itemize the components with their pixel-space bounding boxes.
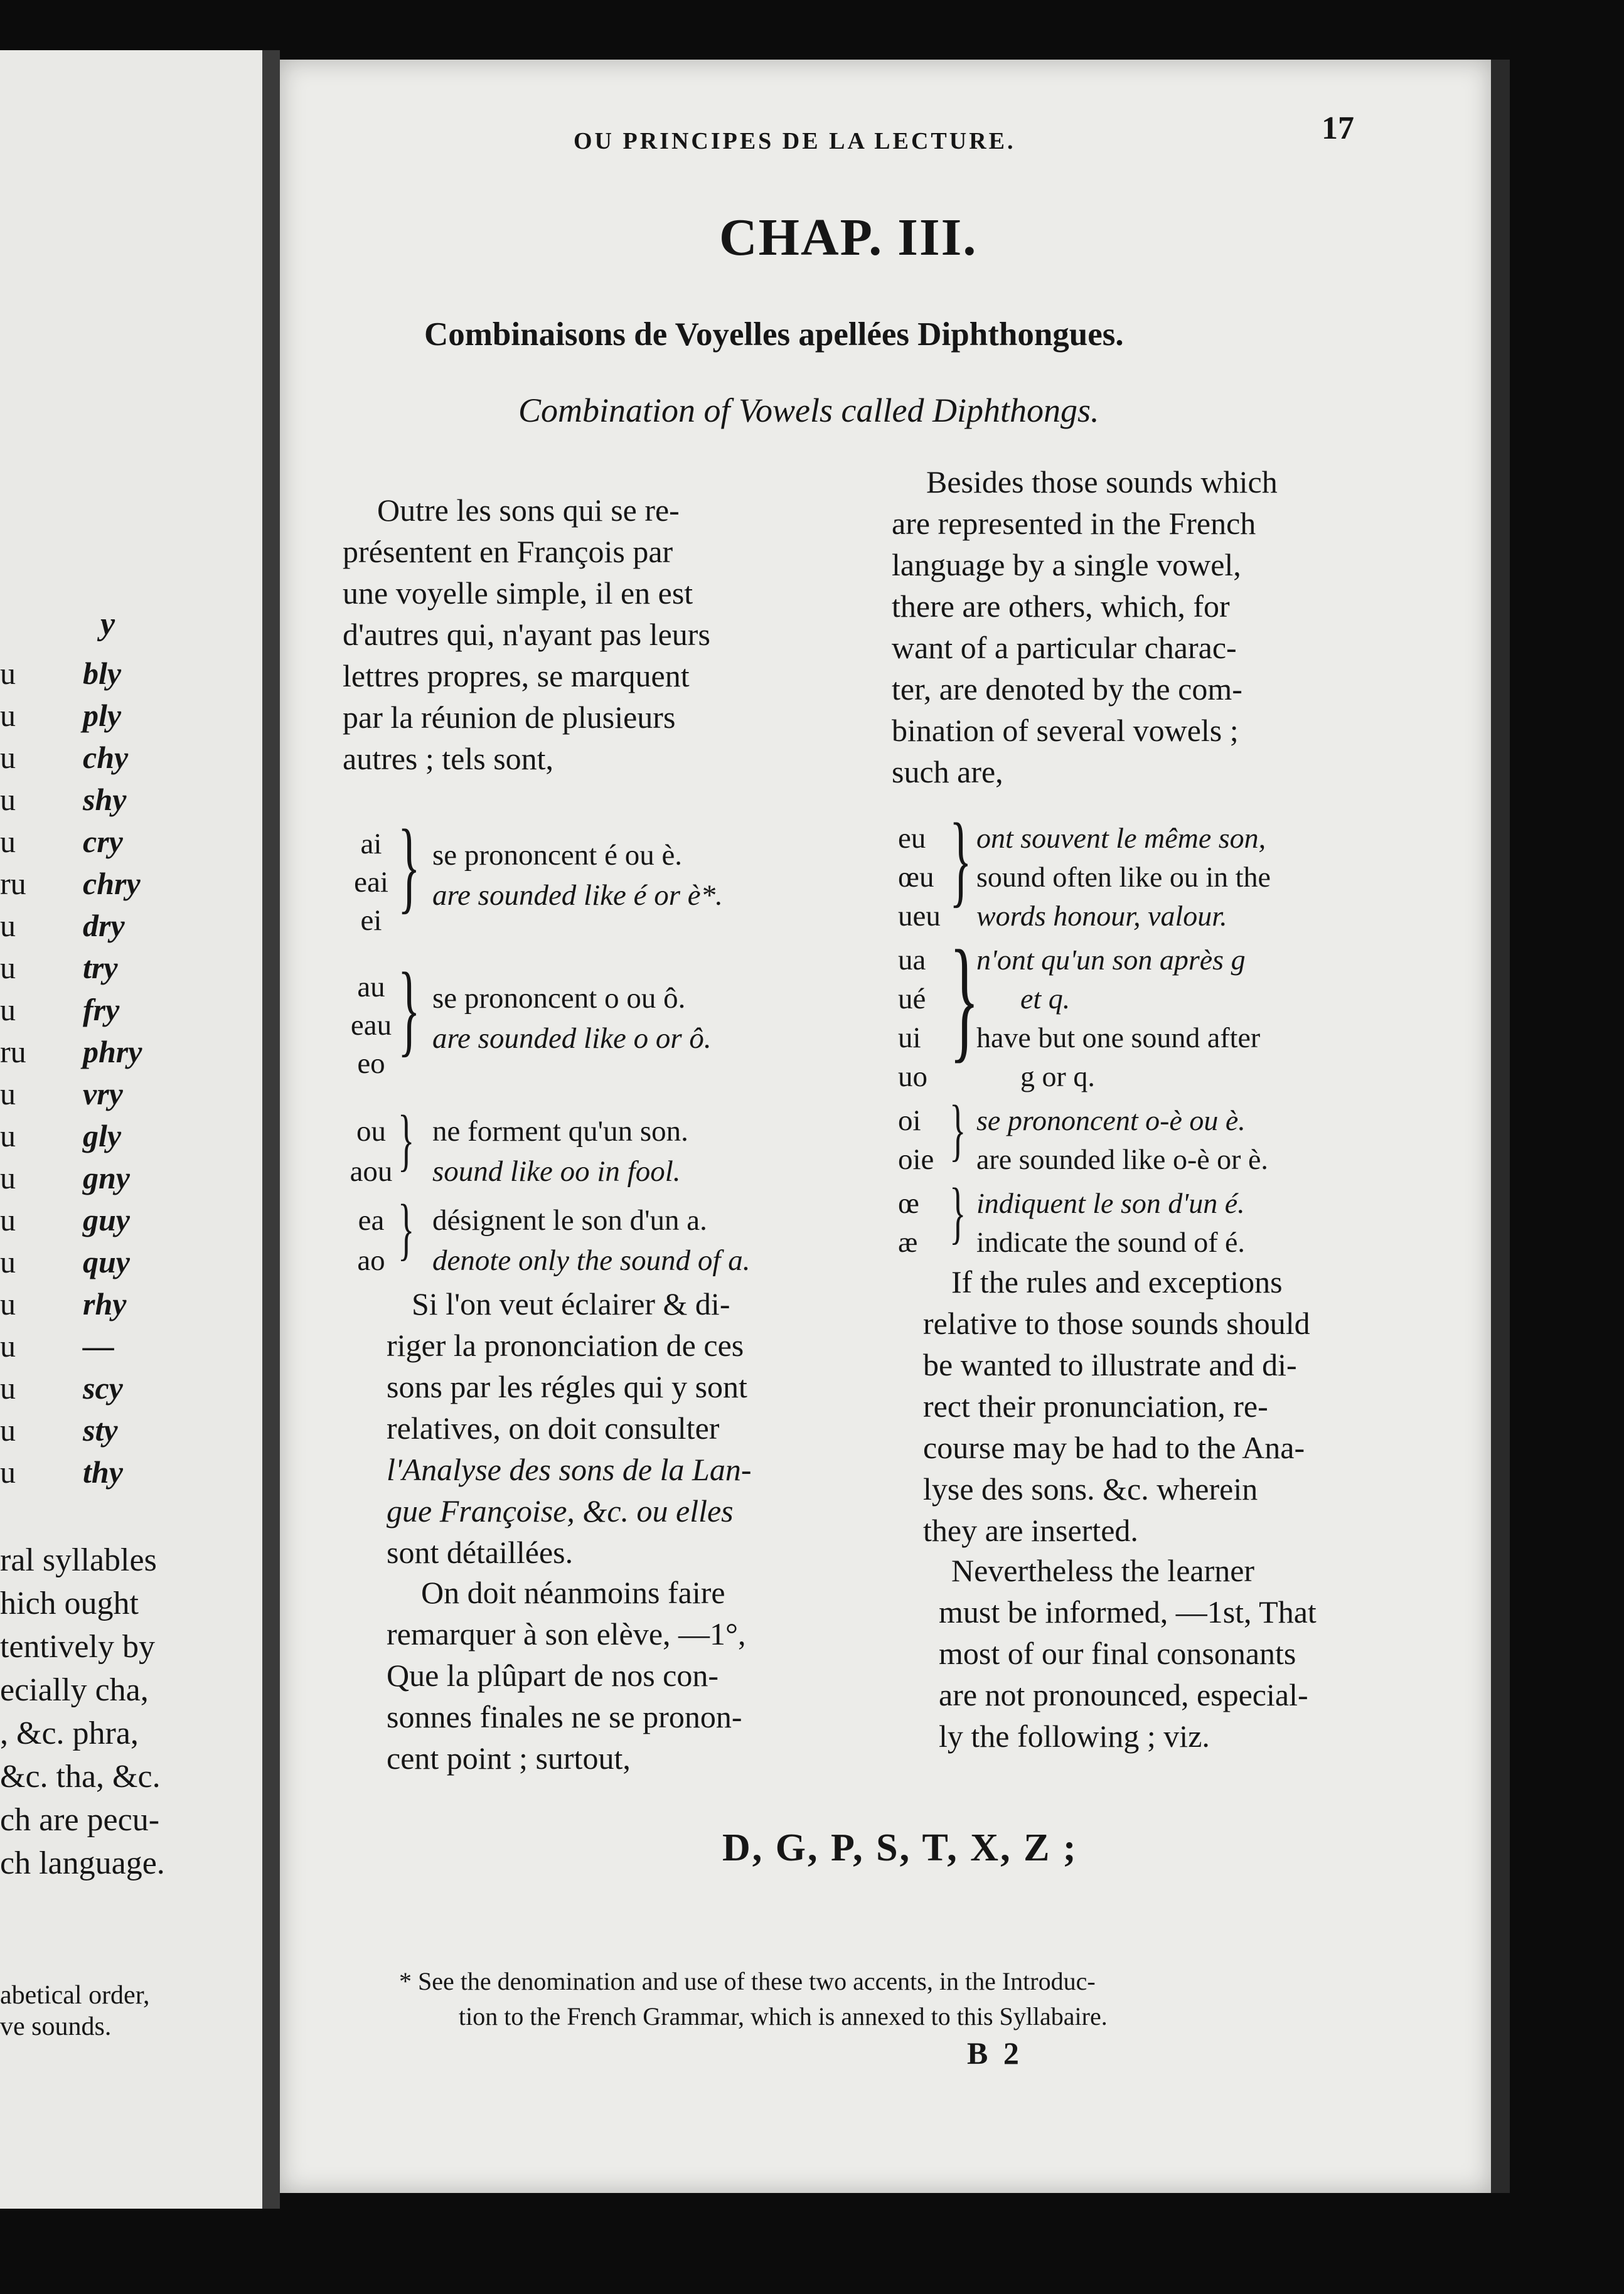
footnote-line: * See the denomination and use of these two accents, in the Introduc- — [399, 1967, 1096, 1995]
diphthong-group — [348, 1190, 912, 1283]
left-initial: u — [0, 740, 16, 775]
diphthong-rule — [976, 941, 1260, 1096]
diphthong-rule — [432, 835, 723, 915]
english-note-line: are not pronounced, especial- — [939, 1677, 1308, 1712]
title-french: Combinaisons de Voyelles apellées Diphthongues. — [424, 316, 1124, 353]
english-rules-line: relative to those sounds should — [923, 1306, 1310, 1341]
left-initial: u — [0, 1370, 16, 1406]
english-rules-line: be wanted to illustrate and di- — [923, 1347, 1297, 1382]
left-initial: u — [0, 1412, 16, 1448]
rule-line: have but one sound after — [976, 1022, 1261, 1054]
rule-line: g or q. — [1020, 1060, 1095, 1092]
english-intro-line: there are others, which, for — [892, 589, 1230, 624]
english-note-line: most of our final consonants — [939, 1636, 1296, 1671]
footnote-line: tion to the French Grammar, which is annexed to this Syllabaire. — [459, 2002, 1108, 2030]
left-word: guy — [83, 1202, 130, 1237]
french-note-line: remarquer à son elève, —1°, — [387, 1616, 746, 1651]
diphthong-letters — [898, 1101, 948, 1179]
left-word: vry — [83, 1076, 123, 1111]
diphthong-letters — [348, 1200, 395, 1281]
left-word: ply — [83, 698, 122, 733]
french-rules-line: Si l'on veut éclairer & di- — [412, 1286, 730, 1321]
diphthong-letter: au — [357, 971, 385, 1003]
diphthong-rule — [432, 978, 712, 1059]
left-word: chy — [83, 740, 129, 775]
left-initial: u — [0, 1118, 16, 1153]
brace-symbol: } — [398, 1190, 415, 1267]
left-word: chry — [83, 866, 141, 901]
left-word: scy — [83, 1370, 123, 1406]
rule-french: désignent le son d'un a. — [432, 1204, 707, 1237]
french-note-paragraph — [387, 1572, 746, 1779]
rule-english: sound like oo in fool. — [432, 1155, 681, 1188]
rule-line: are sounded like o-è or è. — [976, 1143, 1268, 1175]
left-initial: u — [0, 992, 16, 1027]
left-footer-line: abetical order, — [0, 1981, 150, 2010]
diphthong-letter: æ — [898, 1226, 918, 1259]
left-text-line: ecially cha, — [0, 1672, 149, 1708]
english-rules-line: If the rules and exceptions — [951, 1264, 1283, 1299]
left-text-line: &c. tha, &c. — [0, 1759, 161, 1795]
left-initial: u — [0, 698, 16, 733]
left-text-line: ch language. — [0, 1845, 165, 1881]
rule-line: se prononcent o-è ou è. — [976, 1104, 1246, 1136]
french-intro-line: d'autres qui, n'ayant pas leurs — [343, 617, 710, 652]
left-initial: u — [0, 1328, 16, 1363]
english-intro-line: bination of several vowels ; — [892, 713, 1239, 748]
english-rules-paragraph — [923, 1261, 1310, 1551]
diphthong-letter: ou — [356, 1115, 386, 1148]
diphthong-group — [898, 1174, 1463, 1262]
diphthong-letters — [898, 819, 948, 936]
english-rules-line: they are inserted. — [923, 1513, 1138, 1548]
left-text-line: ral syllables — [0, 1542, 157, 1578]
diphthong-letter: eai — [354, 866, 388, 899]
rule-line: indicate the sound of é. — [976, 1226, 1245, 1258]
english-note-line: must be informed, —1st, That — [939, 1594, 1317, 1630]
brace-symbol: } — [398, 951, 420, 1066]
left-initial: u — [0, 1244, 16, 1279]
left-word: gny — [83, 1160, 130, 1195]
left-initial: u — [0, 1076, 16, 1111]
left-initial: ru — [0, 866, 26, 901]
diphthong-letter: œu — [898, 861, 934, 894]
rule-line: words honour, valour. — [976, 900, 1227, 932]
diphthong-letter: ai — [360, 828, 382, 860]
left-word: phry — [83, 1034, 142, 1069]
left-facing-page — [0, 50, 262, 2209]
brace-symbol: } — [949, 1091, 966, 1168]
english-intro-line: ter, are denoted by the com- — [892, 671, 1242, 707]
diphthong-letter: ui — [898, 1022, 921, 1054]
title-english: Combination of Vowels called Diphthongs. — [518, 392, 1099, 429]
left-initial: u — [0, 1454, 16, 1490]
left-word: rhy — [83, 1286, 127, 1321]
rule-french: se prononcent é ou è. — [432, 839, 683, 872]
french-rules-line: l'Analyse des sons de la Lan- — [387, 1452, 752, 1487]
diphthong-group — [898, 1091, 1463, 1179]
english-note-paragraph — [939, 1550, 1317, 1757]
left-footer-line: ve sounds. — [0, 2012, 112, 2041]
french-rules-paragraph — [387, 1283, 751, 1573]
left-word: gly — [83, 1118, 122, 1153]
english-intro-paragraph — [892, 461, 1278, 792]
diphthong-letter: ei — [360, 904, 382, 937]
left-initial: u — [0, 824, 16, 859]
french-note-line: sonnes finales ne se pronon- — [387, 1699, 742, 1734]
english-intro-line: Besides those sounds which — [926, 464, 1278, 499]
rule-line: et q. — [1020, 983, 1071, 1015]
french-note-line: Que la plûpart de nos con- — [387, 1658, 719, 1693]
french-intro-line: Outre les sons qui se re- — [377, 493, 680, 528]
diphthong-letter: ea — [358, 1204, 385, 1237]
chapter-heading: CHAP. III. — [719, 208, 978, 267]
french-note-line: cent point ; surtout, — [387, 1741, 631, 1776]
english-rules-line: course may be had to the Ana- — [923, 1430, 1305, 1465]
diphthong-letter: ao — [357, 1244, 385, 1277]
rule-french: ne forment qu'un son. — [432, 1115, 688, 1148]
left-word: shy — [83, 782, 127, 817]
brace-symbol: } — [949, 1174, 966, 1251]
french-rules-line: sons par les régles qui y sont — [387, 1369, 747, 1404]
left-initials-column — [0, 653, 26, 1493]
page-edge — [1491, 60, 1510, 2193]
left-text-line: , &c. phra, — [0, 1715, 139, 1751]
left-text-block — [0, 1539, 165, 1885]
left-word: try — [83, 950, 118, 985]
diphthong-letter: aou — [350, 1155, 393, 1188]
diphthong-letter: eau — [350, 1009, 392, 1042]
diphthong-rule — [976, 1101, 1268, 1179]
french-rules-line: riger la prononciation de ces — [387, 1328, 744, 1363]
brace-symbol: } — [398, 808, 420, 923]
left-initial: u — [0, 1286, 16, 1321]
english-rules-line: lyse des sons. &c. wherein — [923, 1471, 1258, 1507]
french-intro-line: une voyelle simple, il en est — [343, 575, 693, 611]
rule-line: indiquent le son d'un é. — [976, 1187, 1245, 1219]
diphthong-group — [348, 1101, 912, 1194]
left-footer-block — [0, 1980, 150, 2042]
diphthong-group — [898, 802, 1463, 936]
diphthong-rule — [976, 819, 1271, 936]
diphthong-group — [898, 922, 1463, 1096]
french-intro-line: lettres propres, se marquent — [343, 658, 690, 693]
left-word: dry — [83, 908, 125, 943]
diphthong-letter: ueu — [898, 900, 941, 932]
left-initial: u — [0, 1202, 16, 1237]
right-page — [280, 60, 1491, 2193]
diphthong-letters — [898, 941, 948, 1096]
diphthong-letter: uo — [898, 1060, 927, 1093]
rule-english: are sounded like é or è*. — [432, 879, 723, 912]
english-note-line: ly the following ; viz. — [939, 1719, 1210, 1754]
diphthong-rule — [432, 1200, 750, 1281]
french-intro-line: présentent en François par — [343, 534, 673, 569]
english-intro-line: want of a particular charac- — [892, 630, 1237, 665]
left-word: — — [83, 1328, 114, 1363]
diphthong-letters — [898, 1184, 948, 1262]
diphthong-letter: eu — [898, 822, 926, 855]
left-initial: ru — [0, 1034, 26, 1069]
french-intro-paragraph — [343, 489, 710, 779]
left-initial: u — [0, 782, 16, 817]
rule-english: are sounded like o or ô. — [432, 1022, 712, 1055]
diphthong-rule — [432, 1111, 688, 1192]
english-intro-line: language by a single vowel, — [892, 547, 1241, 582]
left-word: sty — [83, 1412, 118, 1448]
diphthong-letters — [348, 825, 395, 940]
consonant-list: D, G, P, S, T, X, Z ; — [722, 1827, 1078, 1869]
rule-english: denote only the sound of a. — [432, 1244, 751, 1277]
english-rules-line: rect their pronunciation, re- — [923, 1389, 1268, 1424]
left-word: cry — [83, 824, 123, 859]
english-intro-line: are represented in the French — [892, 506, 1256, 541]
left-text-line: ch are pecu- — [0, 1802, 160, 1838]
left-initial: u — [0, 656, 16, 691]
rule-line: n'ont qu'un son après g — [976, 944, 1246, 976]
left-word: quy — [83, 1244, 130, 1279]
diphthong-letters — [348, 968, 395, 1083]
left-word: thy — [83, 1454, 123, 1490]
diphthong-letter: eo — [357, 1047, 385, 1080]
brace-symbol: } — [949, 922, 980, 1075]
left-text-line: tentively by — [0, 1629, 155, 1665]
rule-french: se prononcent o ou ô. — [432, 982, 686, 1015]
english-intro-line: such are, — [892, 754, 1003, 789]
gutter — [262, 50, 280, 2209]
diphthong-letter: oi — [898, 1104, 921, 1137]
left-word: fry — [83, 992, 120, 1027]
french-rules-line: sont détaillées. — [387, 1535, 574, 1570]
diphthong-group — [348, 951, 912, 1083]
left-initial: u — [0, 950, 16, 985]
left-word: bly — [83, 656, 122, 691]
diphthong-letter: oie — [898, 1143, 934, 1176]
rule-line: sound often like ou in the — [976, 861, 1271, 893]
french-intro-line: autres ; tels sont, — [343, 741, 554, 776]
left-initial: u — [0, 908, 16, 943]
signature-mark: B 2 — [967, 2035, 1023, 2071]
brace-symbol: } — [949, 802, 972, 917]
french-note-line: On doit néanmoins faire — [421, 1575, 725, 1610]
diphthong-letter: œ — [898, 1187, 919, 1220]
english-note-line: Nevertheless the learner — [951, 1553, 1255, 1588]
diphthong-letters — [348, 1111, 395, 1192]
diphthong-letter: ua — [898, 944, 926, 976]
footnote — [399, 1964, 1108, 2034]
page-number: 17 — [1322, 110, 1354, 146]
french-intro-line: par la réunion de plusieurs — [343, 700, 676, 735]
diphthong-letter: ué — [898, 983, 926, 1015]
left-initial: u — [0, 1160, 16, 1195]
left-words-column — [83, 653, 142, 1493]
rule-line: ont souvent le même son, — [976, 822, 1266, 854]
french-rules-line: gue Françoise, &c. ou elles — [387, 1493, 734, 1528]
french-rules-line: relatives, on doit consulter — [387, 1411, 720, 1446]
running-head: OU PRINCIPES DE LA LECTURE. — [574, 128, 1016, 154]
brace-symbol: } — [398, 1101, 415, 1178]
left-word-heading: y — [100, 606, 115, 642]
diphthong-rule — [976, 1184, 1245, 1262]
left-text-line: hich ought — [0, 1586, 139, 1621]
